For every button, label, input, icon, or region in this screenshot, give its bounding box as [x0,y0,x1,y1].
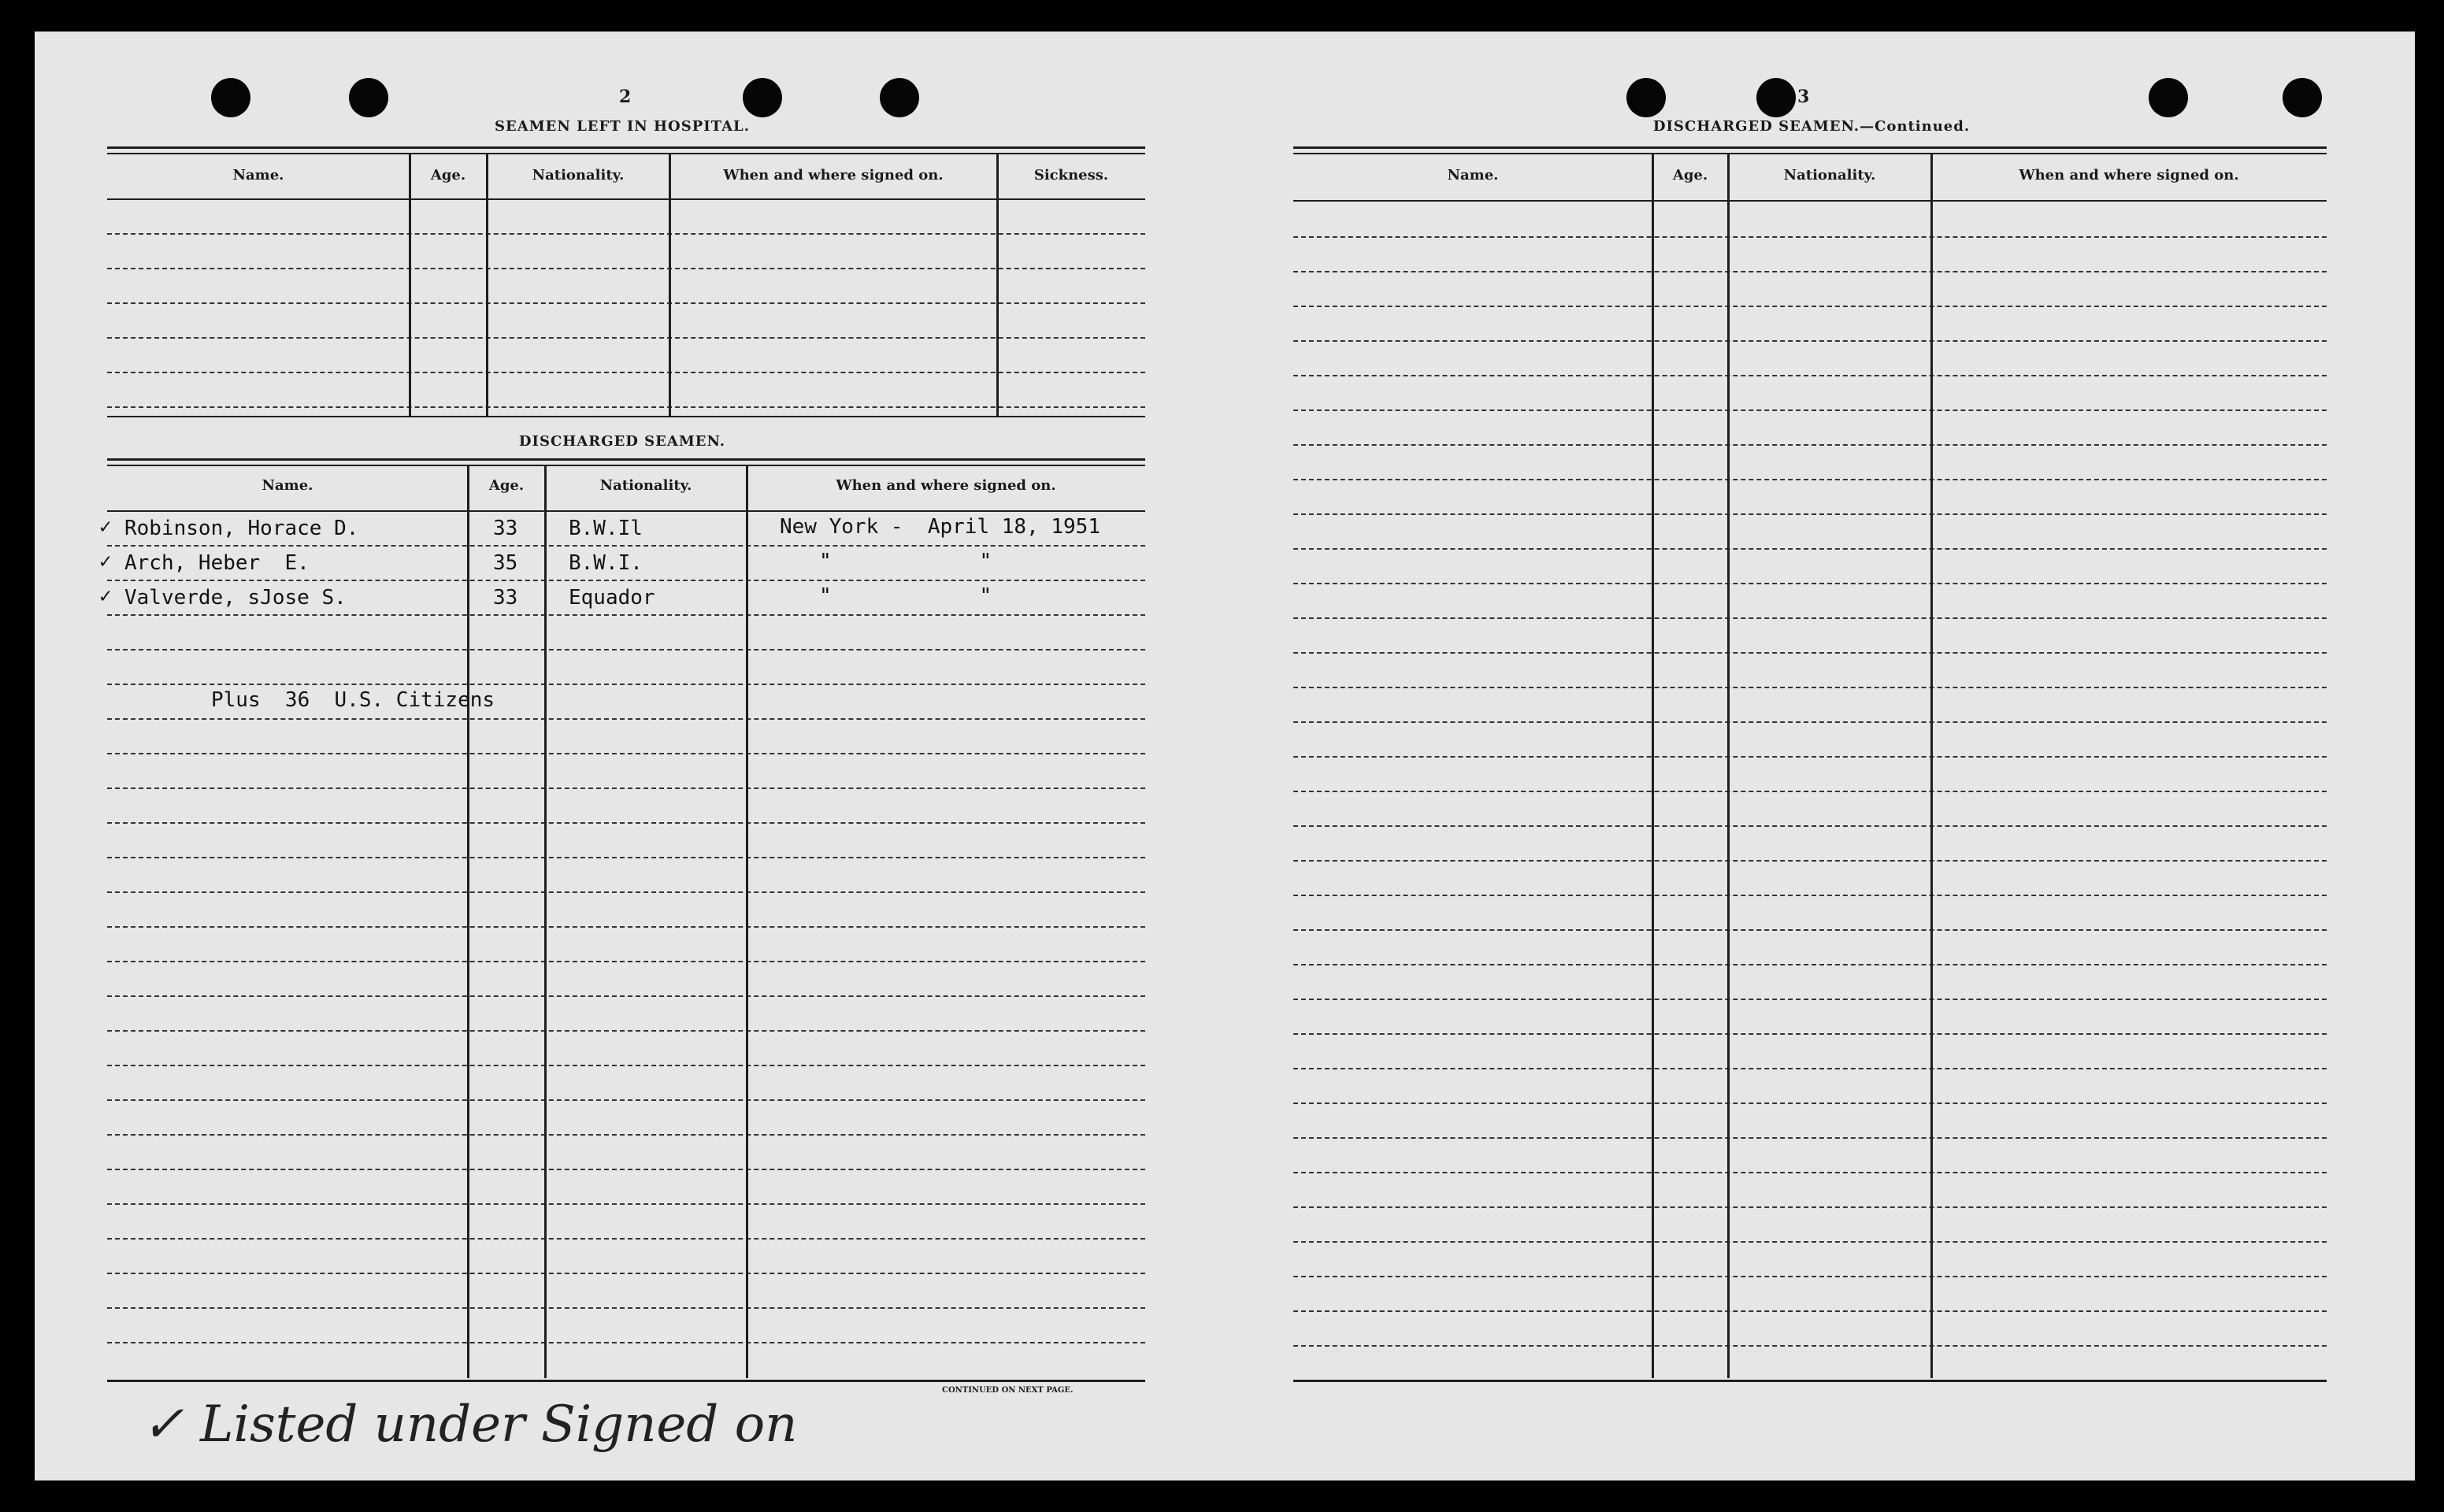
ruled-line [107,822,1145,824]
ruled-line [1293,444,2327,446]
continued-col-name: Name. [1447,167,1499,183]
ruled-line [1293,1137,2327,1139]
ruled-line [1293,825,2327,827]
row-mark: ✓ [99,550,112,573]
hospital-col-divider [996,153,999,417]
ruled-line [107,1273,1145,1274]
ruled-line [1293,1241,2327,1243]
ruled-line [1293,1345,2327,1347]
ruled-line [1293,721,2327,723]
punch-hole [349,78,388,117]
ruled-line [1293,895,2327,896]
row-name: Valverde, sJose S. [124,586,347,610]
ruled-line [1293,1310,2327,1312]
discharged-top-rule [107,465,1145,466]
discharged-col-name: Name. [261,477,313,494]
hospital-bottom-rule [107,416,1145,417]
row-age: 35 [493,551,518,575]
page-number: 3 [1797,87,1810,107]
ruled-line [1293,271,2327,272]
ruled-line [107,302,1145,304]
hospital-col-divider [409,153,411,417]
ruled-line [107,545,1145,547]
hospital-header-rule [107,198,1145,200]
ruled-line [107,1169,1145,1170]
hospital-col-divider [669,153,671,417]
row-nationality: B.W.I. [569,551,643,575]
ruled-line [1293,964,2327,965]
row-name: Arch, Heber E. [124,551,310,575]
discharged-col-signed-on: When and where signed on. [836,477,1056,494]
hospital-top-rule [107,153,1145,154]
ruled-line [107,788,1145,789]
discharged-top-rule [107,458,1145,461]
ruled-line [1293,236,2327,238]
punch-hole [743,78,782,117]
discharged-col-divider [467,465,469,1378]
ruled-line [107,684,1145,685]
row-name: Robinson, Horace D. [124,517,359,540]
continued-top-rule [1293,146,2327,149]
punch-hole [880,78,919,117]
punch-hole [2283,78,2322,117]
ruled-line [107,1342,1145,1343]
hospital-section-title: SEAMEN LEFT IN HOSPITAL. [495,118,750,135]
punch-hole [1626,78,1666,117]
row-age: 33 [493,517,518,540]
continued-bottom-rule [1293,1380,2327,1382]
ruled-line [1293,513,2327,515]
continued-col-divider [1727,153,1730,1378]
discharged-col-nationality: Nationality. [599,477,692,494]
ruled-line [1293,410,2327,411]
hospital-col-nationality: Nationality. [532,167,625,183]
hospital-col-divider [486,153,488,417]
row-nationality: Equador [569,586,655,610]
continued-header-rule [1293,200,2327,202]
ruled-line [1293,1206,2327,1208]
ruled-line [107,1065,1145,1066]
ruled-line [1293,375,2327,376]
hospital-col-sickness: Sickness. [1033,167,1109,183]
ruled-line [107,891,1145,893]
ruled-line [107,406,1145,408]
discharged-header-rule [107,510,1145,512]
row-nationality: B.W.Il [569,517,643,540]
hospital-top-rule [107,146,1145,149]
page-number: 2 [619,87,632,107]
punch-hole [211,78,250,117]
hospital-col-age: Age. [430,167,466,183]
ruled-line [1293,791,2327,792]
discharged-col-age: Age. [488,477,525,494]
row-mark: ✓ [99,515,112,539]
hospital-col-name: Name. [232,167,284,183]
ruled-line [107,857,1145,858]
ruled-line [107,1203,1145,1205]
ruled-line [1293,583,2327,584]
ruled-line [1293,756,2327,758]
ruled-line [1293,306,2327,307]
ruled-line [107,1238,1145,1240]
ruled-line [107,753,1145,754]
ruled-line [1293,340,2327,342]
discharged-continued-title: DISCHARGED SEAMEN.—Continued. [1652,118,1971,135]
ruled-line [107,580,1145,581]
ruled-line [107,995,1145,997]
discharged-section-title: DISCHARGED SEAMEN. [518,433,726,450]
ruled-line [1293,652,2327,654]
ruled-line [107,614,1145,616]
ruled-line [1293,1172,2327,1173]
row-signed-on: New York - April 18, 1951 [780,515,1100,539]
continued-footer: CONTINUED ON NEXT PAGE. [942,1386,1074,1395]
discharged-bottom-rule [107,1380,1145,1382]
handwritten-note: ✓ Listed under Signed on [142,1395,798,1454]
hospital-col-signed-on: When and where signed on. [723,167,944,183]
ruled-line [1293,1068,2327,1069]
punch-hole [2149,78,2188,117]
punch-hole [1756,78,1796,117]
continued-col-age: Age. [1672,167,1708,183]
ruled-line [1293,687,2327,688]
ruled-line [107,337,1145,339]
ruled-line [1293,929,2327,931]
ruled-line [1293,1033,2327,1035]
ruled-line [107,233,1145,235]
continued-top-rule [1293,153,2327,154]
discharged-col-divider [544,465,547,1378]
citizens-note: Plus 36 U.S. Citizens [211,688,495,712]
discharged-col-divider [746,465,748,1378]
ruled-line [107,1099,1145,1101]
ruled-line [107,961,1145,962]
row-age: 33 [493,586,518,610]
ruled-line [1293,999,2327,1000]
continued-col-divider [1652,153,1654,1378]
row-signed-on: " " [819,584,992,608]
ruled-line [107,926,1145,928]
ruled-line [1293,479,2327,480]
ruled-line [107,718,1145,720]
ruled-line [107,649,1145,650]
ruled-line [1293,1276,2327,1277]
ruled-line [1293,548,2327,550]
ruled-line [107,372,1145,373]
row-signed-on: " " [819,550,992,573]
continued-col-nationality: Nationality. [1783,167,1876,183]
ruled-line [107,1307,1145,1309]
row-mark: ✓ [99,584,112,608]
continued-col-divider [1930,153,1933,1378]
continued-col-signed-on: When and where signed on. [2019,167,2239,183]
ruled-line [107,1030,1145,1032]
ruled-line [1293,617,2327,619]
ruled-line [107,268,1145,269]
ruled-line [1293,1102,2327,1104]
ruled-line [107,1134,1145,1136]
ruled-line [1293,860,2327,862]
